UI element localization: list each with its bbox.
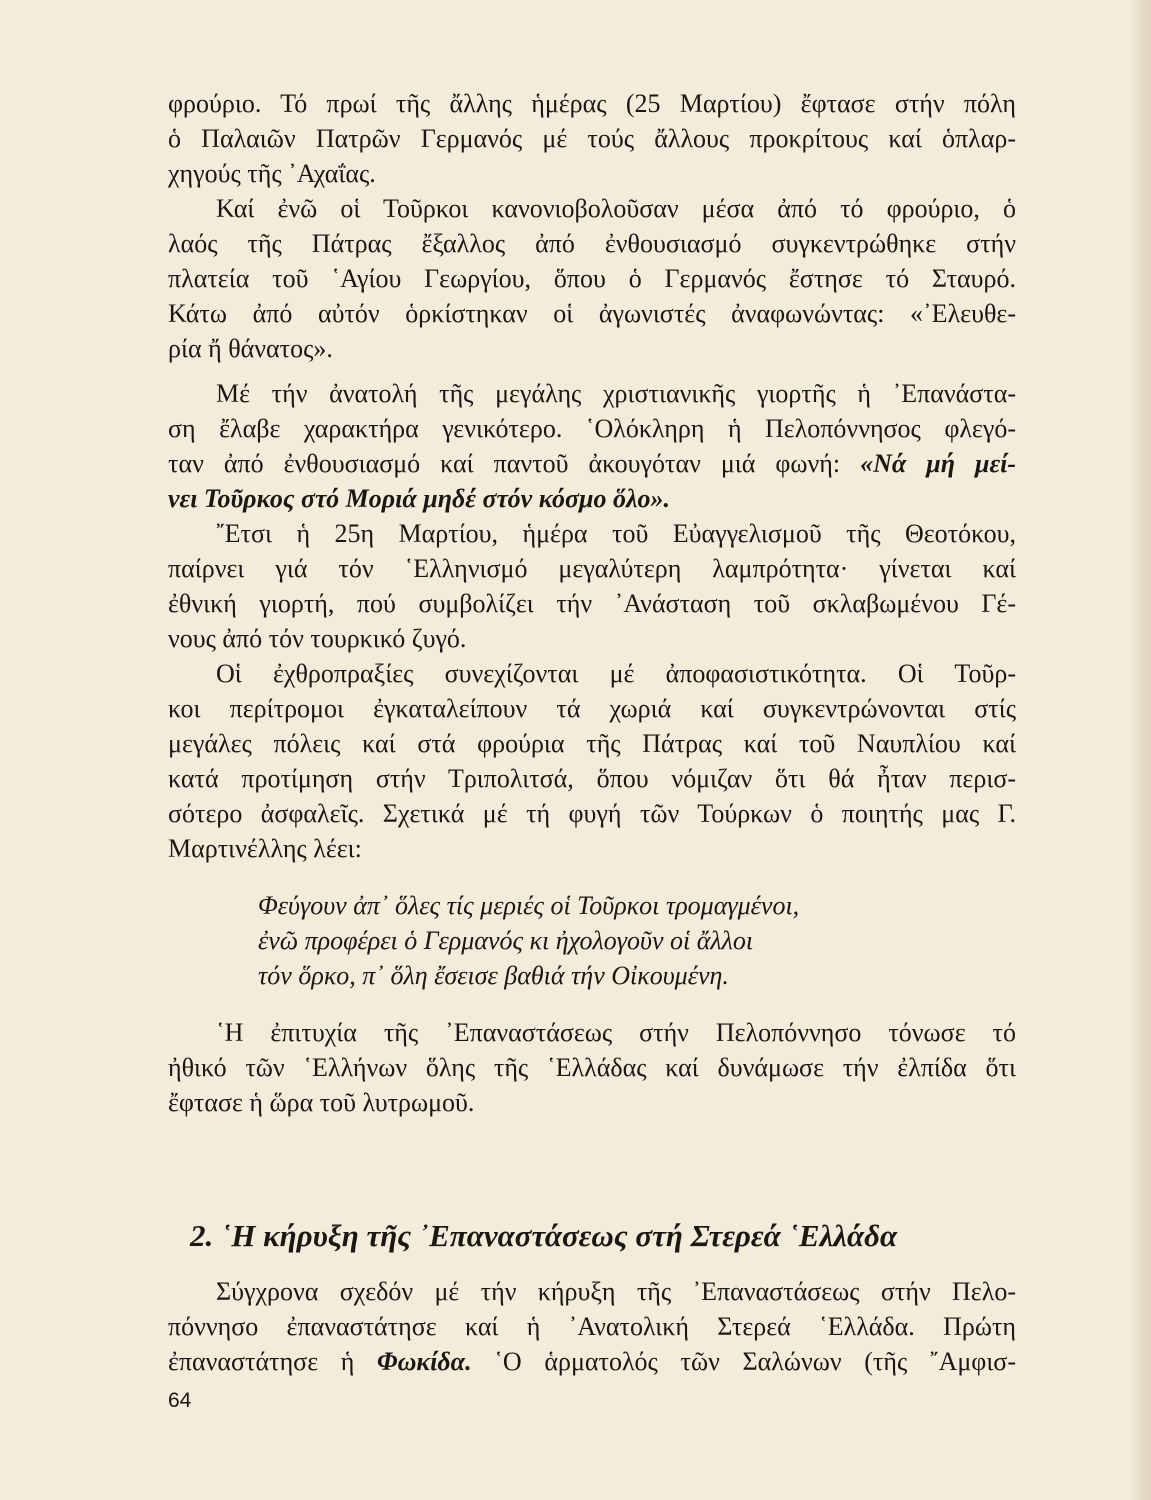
paragraph-5 — [168, 656, 1016, 866]
paragraph-7 — [168, 1274, 1016, 1379]
text-line: σότερο ἀσφαλεῖς. Σχετικά μέ τή φυγή τῶν Τούρκων ὁ ποιητής μας Γ. — [168, 799, 1016, 828]
text-line — [168, 481, 1016, 516]
emphasized-quote: νει Τοῦρκος στό Μοριά μηδέ στόν κόσμο ὅλο». — [168, 484, 670, 513]
text-line: ῎Ετσι ἡ 25η Μαρτίου, ἡμέρα τοῦ Εὐαγγελισμοῦ τῆς Θεοτόκου, — [216, 519, 1016, 548]
emphasized-quote: «Νά μή μεί- — [860, 449, 1016, 478]
poem-line: ἐνῶ προφέρει ὁ Γερμανός κι ἠχολογοῦν οἱ ἄλλοι — [258, 926, 754, 955]
text-line: ρία ἤ θάνατος». — [168, 334, 333, 363]
text-line — [168, 1344, 1016, 1379]
paragraph-2 — [168, 191, 1016, 366]
text-line: νους ἀπό τόν τουρκικό ζυγό. — [168, 624, 467, 653]
text-line: ἐθνική γιορτή, πού συμβολίζει τήν ᾿Ανάσταση τοῦ σκλαβωμένου Γέ- — [168, 589, 1016, 618]
poem-line: τόν ὅρκο, π᾿ ὅλη ἔσεισε βαθιά τήν Οἰκουμένη. — [258, 961, 729, 990]
text-line: μεγάλες πόλεις καί στά φρούρια τῆς Πάτρας καί τοῦ Ναυπλίου καί — [168, 729, 1016, 758]
text-line: πλατεία τοῦ ῾Αγίου Γεωργίου, ὅπου ὁ Γερμανός ἔστησε τό Σταυρό. — [168, 264, 1016, 293]
text-line: Κάτω ἀπό αὐτόν ὁρκίστηκαν οἱ ἀγωνιστές ἀναφωνώντας: «᾿Ελευθε- — [168, 299, 1016, 328]
poem-quote — [258, 888, 1016, 993]
paragraph-6 — [168, 1015, 1016, 1120]
text-line: ῾Η ἐπιτυχία τῆς ᾿Επαναστάσεως στήν Πελοπόννησο τόνωσε τό — [216, 1018, 1016, 1047]
text-span: ταν ἀπό ἐνθουσιασμό καί παντοῦ ἀκουγόταν μιά φωνή: — [168, 449, 861, 478]
text-line: κατά προτίμηση στήν Τριπολιτσά, ὅπου νόμιζαν ὅτι θά ἦταν περισ- — [168, 764, 1016, 793]
text-line: πόννησο ἐπαναστάτησε καί ἡ ᾿Ανατολική Στερεά ῾Ελλάδα. Πρώτη — [168, 1312, 1016, 1341]
poem-line: Φεύγουν ἀπ᾿ ὅλες τίς μεριές οἱ Τοῦρκοι τρομαγμένοι, — [258, 891, 800, 920]
text-line: Μαρτινέλλης λέει: — [168, 834, 362, 863]
text-line: ἔφτασε ἡ ὥρα τοῦ λυτρωμοῦ. — [168, 1088, 475, 1117]
text-line: Καί ἐνῶ οἱ Τοῦρκοι κανονιοβολοῦσαν μέσα ἀπό τό φρούριο, ὁ — [216, 194, 1016, 223]
text-line: ση ἔλαβε χαρακτήρα γενικότερο. ῾Ολόκληρη ἡ Πελοπόννησος φλεγό- — [168, 414, 1016, 443]
text-line: Οἱ ἐχθροπραξίες συνεχίζονται μέ ἀποφασιστικότητα. Οἱ Τοῦρ- — [216, 659, 1016, 688]
paragraph-3 — [168, 376, 1016, 516]
text-line: ὁ Παλαιῶν Πατρῶν Γερμανός μέ τούς ἄλλους προκρίτους καί ὁπλαρ- — [168, 124, 1016, 153]
text-span: ἐπαναστάτησε ἡ — [168, 1347, 378, 1376]
text-line: Σύγχρονα σχεδόν μέ τήν κήρυξη τῆς ᾿Επαναστάσεως στήν Πελο- — [216, 1277, 1016, 1306]
emphasized-place: Φωκίδα. — [377, 1347, 472, 1376]
text-line: φρούριο. Τό πρωί τῆς ἄλλης ἡμέρας (25 Μαρτίου) ἔφτασε στήν πόλη — [168, 89, 1016, 118]
text-line: Μέ τήν ἀνατολή τῆς μεγάλης χριστιανικῆς γιορτῆς ἡ ᾿Επανάστα- — [216, 379, 1016, 408]
text-span: ῾Ο ἁρματολός τῶν Σαλώνων (τῆς ῎Αμφισ- — [471, 1347, 1016, 1376]
paragraph-4 — [168, 516, 1016, 656]
section-heading: 2. ῾Η κήρυξη τῆς ᾿Επαναστάσεως στή Στερεά ῾Ελλάδα — [190, 1218, 898, 1253]
text-line: λαός τῆς Πάτρας ἔξαλλος ἀπό ἐνθουσιασμό συγκεντρώθηκε στήν — [168, 229, 1016, 258]
body-text — [168, 86, 1016, 1379]
page-number: 64 — [168, 1389, 192, 1412]
text-line — [168, 446, 1016, 481]
page-edge-shadow — [1129, 0, 1151, 1500]
text-line: χηγούς τῆς ᾿Αχαΐας. — [168, 159, 376, 188]
text-line: κοι περίτρομοι ἐγκαταλείπουν τά χωριά καί συγκεντρώνονται στίς — [168, 694, 1016, 723]
text-line: παίρνει γιά τόν ῾Ελληνισμό μεγαλύτερη λαμπρότητα· γίνεται καί — [168, 554, 1016, 583]
paragraph-1 — [168, 86, 1016, 191]
text-line: ἠθικό τῶν ῾Ελλήνων ὅλης τῆς ῾Ελλάδας καί δυνάμωσε τήν ἐλπίδα ὅτι — [168, 1053, 1016, 1082]
